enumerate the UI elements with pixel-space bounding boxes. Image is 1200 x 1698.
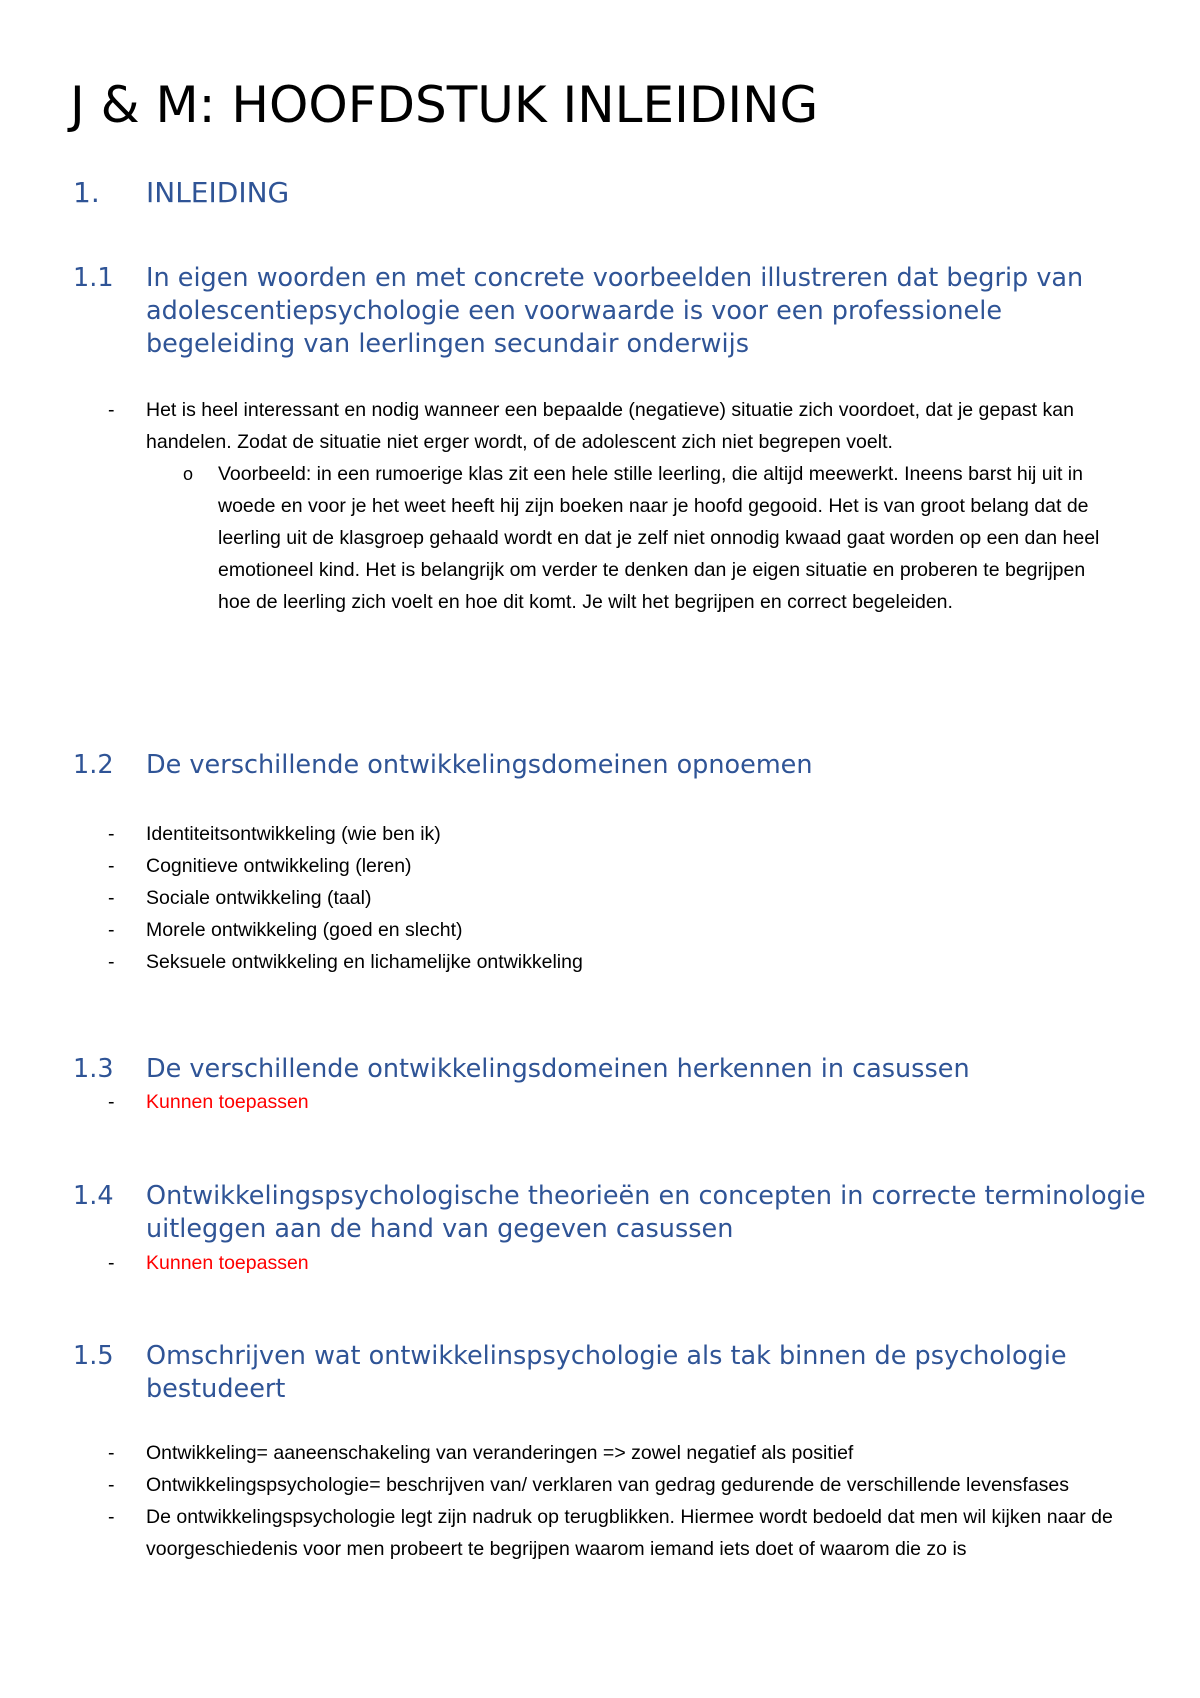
list-item — [108, 1469, 1118, 1501]
list-item-text: Ontwikkeling= aaneenschakeling van veranderingen => zowel negatief als positief — [146, 1442, 854, 1464]
list-item-text: Seksuele ontwikkeling en lichamelijke ontwikkeling — [146, 951, 583, 973]
list-item-text: Ontwikkelingspsychologie= beschrijven van/ verklaren van gedrag gedurende de verschillende levensfases — [146, 1474, 1070, 1496]
heading-text: Omschrijven wat ontwikkelinspsychologie als tak binnen de psychologie bestudeert — [146, 1341, 1067, 1404]
list-item — [108, 914, 1118, 946]
heading-text: Ontwikkelingspsychologische theorieën en concepten in correcte terminologie uitleggen aan de hand van gegeven casussen — [146, 1181, 1146, 1244]
heading-number: 1.5 — [73, 1341, 114, 1371]
section-1-2-list — [108, 818, 1118, 978]
heading-text: De verschillende ontwikkelingsdomeinen opnoemen — [146, 750, 813, 780]
heading-number: 1.4 — [73, 1181, 114, 1211]
dash-marker: - — [108, 1474, 115, 1496]
heading-number: 1.3 — [73, 1054, 114, 1084]
dash-marker: - — [108, 919, 115, 941]
sub-list — [146, 458, 1118, 618]
dash-marker: - — [108, 855, 115, 877]
heading-1-2 — [73, 749, 1153, 782]
list-item-text: Het is heel interessant en nodig wanneer een bepaalde (negatieve) situatie zich voordoet, dat je gepast kan handelen. Zodat de situatie niet erger wordt, of de adolescent zich niet begrepen voelt. — [146, 399, 1074, 453]
heading-1 — [73, 176, 1153, 210]
section-1-5-list — [108, 1437, 1118, 1565]
list-item — [108, 818, 1118, 850]
heading-text: INLEIDING — [146, 176, 290, 209]
heading-number: 1.1 — [73, 263, 114, 293]
list-item-text: Sociale ontwikkeling (taal) — [146, 887, 372, 909]
heading-1-3 — [73, 1053, 1153, 1086]
sub-list-item — [183, 458, 1118, 618]
heading-1-4 — [73, 1180, 1153, 1246]
sub-list-item-text: Voorbeeld: in een rumoerige klas zit een hele stille leerling, die altijd meewerkt. Ineens barst hij uit in woede en voor je het weet heeft hij zijn boeken naar je hoofd gegooid. Het is van groot belang dat de leerling uit de klasgroep gehaald wordt en dat je zelf niet onnodig kwaad gaat worden op een dan heel emotioneel kind. Het is belangrijk om verder te denken dan je eigen situatie en proberen te begrijpen hoe de leerling zich voelt en hoe dit komt. Je wilt het begrijpen en correct begeleiden. — [218, 463, 1100, 613]
dash-marker: - — [108, 1091, 115, 1113]
heading-number: 1. — [73, 176, 100, 209]
dash-marker: - — [108, 399, 115, 421]
list-item-text: Identiteitsontwikkeling (wie ben ik) — [146, 823, 441, 845]
dash-marker: - — [108, 1506, 115, 1528]
list-item-text: Cognitieve ontwikkeling (leren) — [146, 855, 412, 877]
section-1-3-list — [108, 1086, 1118, 1118]
section-1-1-list — [108, 394, 1118, 618]
dash-marker: - — [108, 823, 115, 845]
heading-text: In eigen woorden en met concrete voorbeelden illustreren dat begrip van adolescentiepsychologie een voorwaarde is voor een professionele begeleiding van leerlingen secundair onderwijs — [146, 263, 1084, 359]
list-item — [108, 946, 1118, 978]
section-1-4-list — [108, 1247, 1118, 1279]
list-item-text: Kunnen toepassen — [146, 1091, 309, 1113]
list-item-text: Morele ontwikkeling (goed en slecht) — [146, 919, 463, 941]
dash-marker: - — [108, 951, 115, 973]
list-item — [108, 850, 1118, 882]
list-item — [108, 882, 1118, 914]
heading-number: 1.2 — [73, 750, 114, 780]
heading-1-1 — [73, 262, 1153, 361]
list-item — [108, 1247, 1118, 1279]
list-item — [108, 1437, 1118, 1469]
list-item-text: Kunnen toepassen — [146, 1252, 309, 1274]
document-title: J & M: HOOFDSTUK INLEIDING — [70, 76, 819, 134]
dash-marker: - — [108, 887, 115, 909]
list-item-text: De ontwikkelingspsychologie legt zijn nadruk op terugblikken. Hiermee wordt bedoeld dat men wil kijken naar de voorgeschiedenis voor men probeert te begrijpen waarom iemand iets doet of waarom die zo is — [146, 1506, 1113, 1560]
list-item — [108, 1501, 1118, 1565]
circle-bullet-icon: o — [183, 464, 194, 484]
list-item — [108, 1086, 1118, 1118]
dash-marker: - — [108, 1252, 115, 1274]
dash-marker: - — [108, 1442, 115, 1464]
heading-text: De verschillende ontwikkelingsdomeinen herkennen in casussen — [146, 1054, 970, 1084]
heading-1-5 — [73, 1340, 1153, 1406]
list-item — [108, 394, 1118, 618]
